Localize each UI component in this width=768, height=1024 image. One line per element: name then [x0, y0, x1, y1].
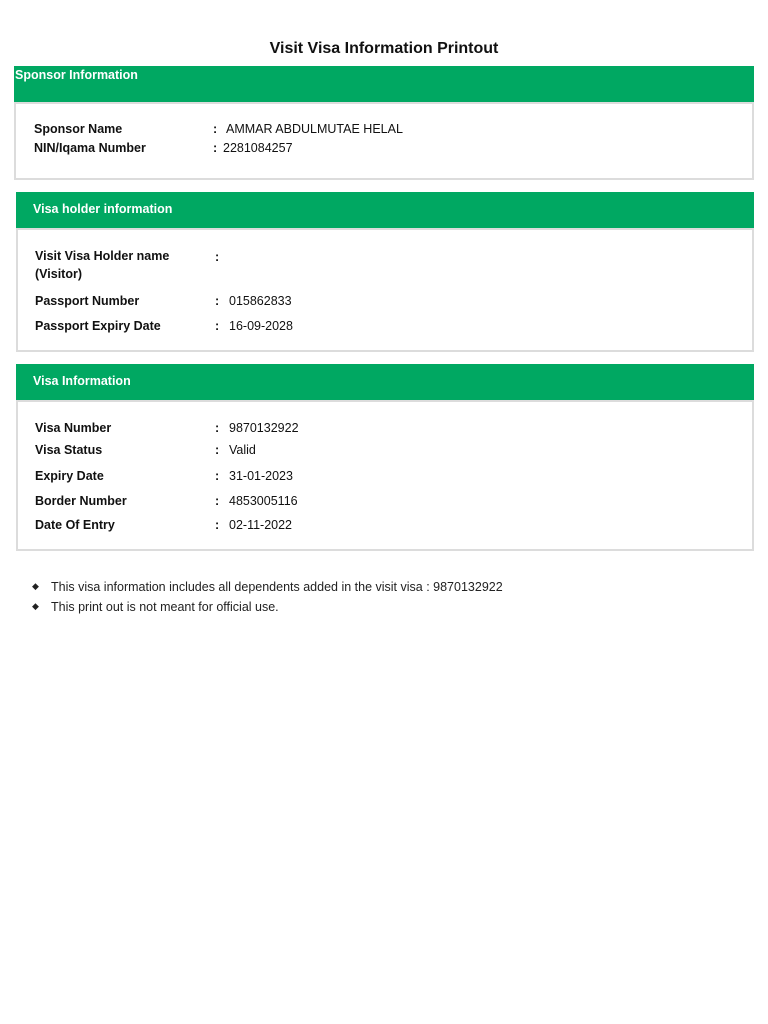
visa-number-value: 9870132922: [229, 421, 299, 435]
passport-expiry-label: Passport Expiry Date: [35, 319, 161, 333]
visa-info-section-title: Visa Information: [33, 374, 131, 388]
note-item: [32, 578, 503, 595]
expiry-date-colon: :: [215, 469, 220, 483]
border-number-colon: :: [215, 494, 220, 508]
date-of-entry-label: Date Of Entry: [35, 518, 115, 532]
expiry-date-value: 31-01-2023: [229, 469, 293, 483]
passport-number-label: Passport Number: [35, 294, 140, 308]
sponsor-iqama-label: NIN/Iqama Number: [34, 141, 146, 155]
passport-expiry-colon: :: [215, 319, 220, 333]
date-of-entry-value: 02-11-2022: [229, 518, 293, 532]
note-dependents-text: This visa information includes all dependents added in the visit visa : 9870132922: [51, 580, 503, 594]
diamond-bullet-icon: ◆: [32, 601, 39, 611]
visa-holder-name-colon: :: [215, 250, 220, 264]
date-of-entry-colon: :: [215, 518, 220, 532]
diamond-bullet-icon: ◆: [32, 581, 39, 591]
note-unofficial-text: This print out is not meant for official use.: [51, 600, 279, 614]
sponsor-section-header: [14, 66, 754, 102]
visa-status-colon: :: [215, 443, 220, 457]
page-title: Visit Visa Information Printout: [269, 40, 499, 57]
visa-status-value: Valid: [229, 443, 256, 457]
visa-holder-name-label: [35, 247, 169, 283]
passport-expiry-value: 16-09-2028: [229, 319, 293, 333]
sponsor-name-value: AMMAR ABDULMUTAE HELAL: [226, 122, 403, 136]
visa-holder-section-title: Visa holder information: [33, 202, 173, 216]
visa-holder-name-label-line2: (Visitor): [35, 267, 82, 281]
border-number-label: Border Number: [35, 494, 127, 508]
sponsor-iqama-value: 2281084257: [223, 141, 293, 155]
note-item: [32, 598, 279, 615]
visa-holder-section-header: [16, 192, 754, 228]
sponsor-iqama-colon: :: [213, 141, 218, 155]
visa-info-section-header: [16, 364, 754, 400]
passport-number-value: 015862833: [229, 294, 292, 308]
expiry-date-label: Expiry Date: [35, 469, 104, 483]
visa-holder-name-label-line1: Visit Visa Holder name: [35, 249, 170, 263]
sponsor-section-title: Sponsor Information: [15, 68, 138, 82]
border-number-value: 4853005116: [229, 494, 298, 508]
visa-number-colon: :: [215, 421, 220, 435]
visa-number-label: Visa Number: [35, 421, 112, 435]
visa-status-label: Visa Status: [35, 443, 103, 457]
passport-number-colon: :: [215, 294, 220, 308]
sponsor-name-label: Sponsor Name: [34, 122, 123, 136]
visa-info-section-box: [16, 400, 754, 551]
sponsor-name-colon: :: [213, 122, 218, 136]
